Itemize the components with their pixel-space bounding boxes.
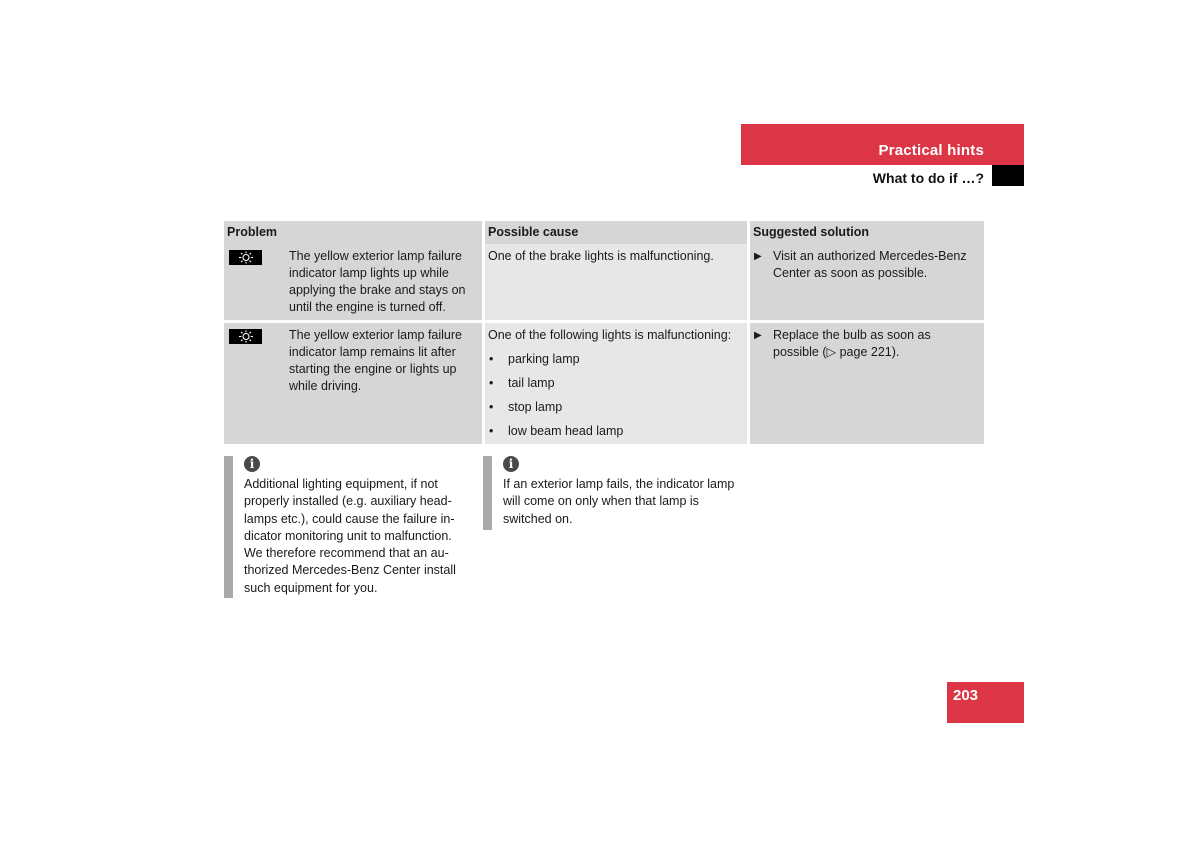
note-text: Additional lighting equipment, if not properly installed (e.g. auxiliary head-lamps etc.), could cause the failure in-dicator monitoring unit to malfunction. We therefore recommend that an au-thorized Mercedes-Benz Center install such equipment for you. xyxy=(244,477,456,595)
cause-list xyxy=(488,351,744,440)
info-icon: i xyxy=(503,456,519,472)
arrow-right-icon: ▶ xyxy=(754,251,762,262)
subsection-marker xyxy=(992,165,1024,186)
exterior-lamp-failure-icon xyxy=(229,329,262,344)
section-header xyxy=(741,124,1024,165)
cause-cell xyxy=(482,320,747,444)
list-item: • low beam head lamp xyxy=(488,423,744,440)
solution-cell xyxy=(747,244,984,320)
note-text: If an exterior lamp fails, the indicator lamp will come on only when that lamp is switched on. xyxy=(503,477,735,526)
problem-cell xyxy=(224,244,482,320)
arrow-right-icon: ▶ xyxy=(754,330,762,341)
solution-cell xyxy=(747,320,984,444)
cause-text: One of the following lights is malfunctioning: xyxy=(488,328,732,342)
section-title: Practical hints xyxy=(878,142,984,159)
cause-cell xyxy=(482,244,747,320)
problem-text: The yellow exterior lamp failure indicator lamp lights up while applying the brake and stays on until the engine is turned off. xyxy=(289,249,466,314)
list-item: • parking lamp xyxy=(488,351,744,368)
page-number-badge xyxy=(947,682,1024,723)
column-header-problem: Problem xyxy=(224,221,482,244)
exterior-lamp-failure-icon xyxy=(229,250,262,265)
problem-cell xyxy=(224,320,482,444)
list-item: • stop lamp xyxy=(488,399,744,416)
table-row xyxy=(224,320,984,444)
subsection-header xyxy=(741,165,1024,186)
info-note xyxy=(483,456,735,530)
subsection-title: What to do if …? xyxy=(872,170,984,186)
column-header-solution: Suggested solution xyxy=(747,221,984,244)
table-header-row xyxy=(224,221,984,244)
page-number: 203 xyxy=(953,687,979,704)
solution-text: Visit an authorized Mercedes-Benz Center as soon as possible. xyxy=(773,249,967,280)
list-item: • tail lamp xyxy=(488,375,744,392)
info-note xyxy=(224,456,472,598)
cause-text: One of the brake lights is malfunctioning. xyxy=(488,249,714,263)
column-header-cause: Possible cause xyxy=(482,221,747,244)
troubleshooting-table xyxy=(224,221,984,444)
info-icon: i xyxy=(244,456,260,472)
problem-text: The yellow exterior lamp failure indicator lamp remains lit after starting the engine or lights up while driving. xyxy=(289,328,462,393)
table-row xyxy=(224,244,984,320)
solution-text: Replace the bulb as soon as possible (▷ page 221). xyxy=(773,328,931,359)
